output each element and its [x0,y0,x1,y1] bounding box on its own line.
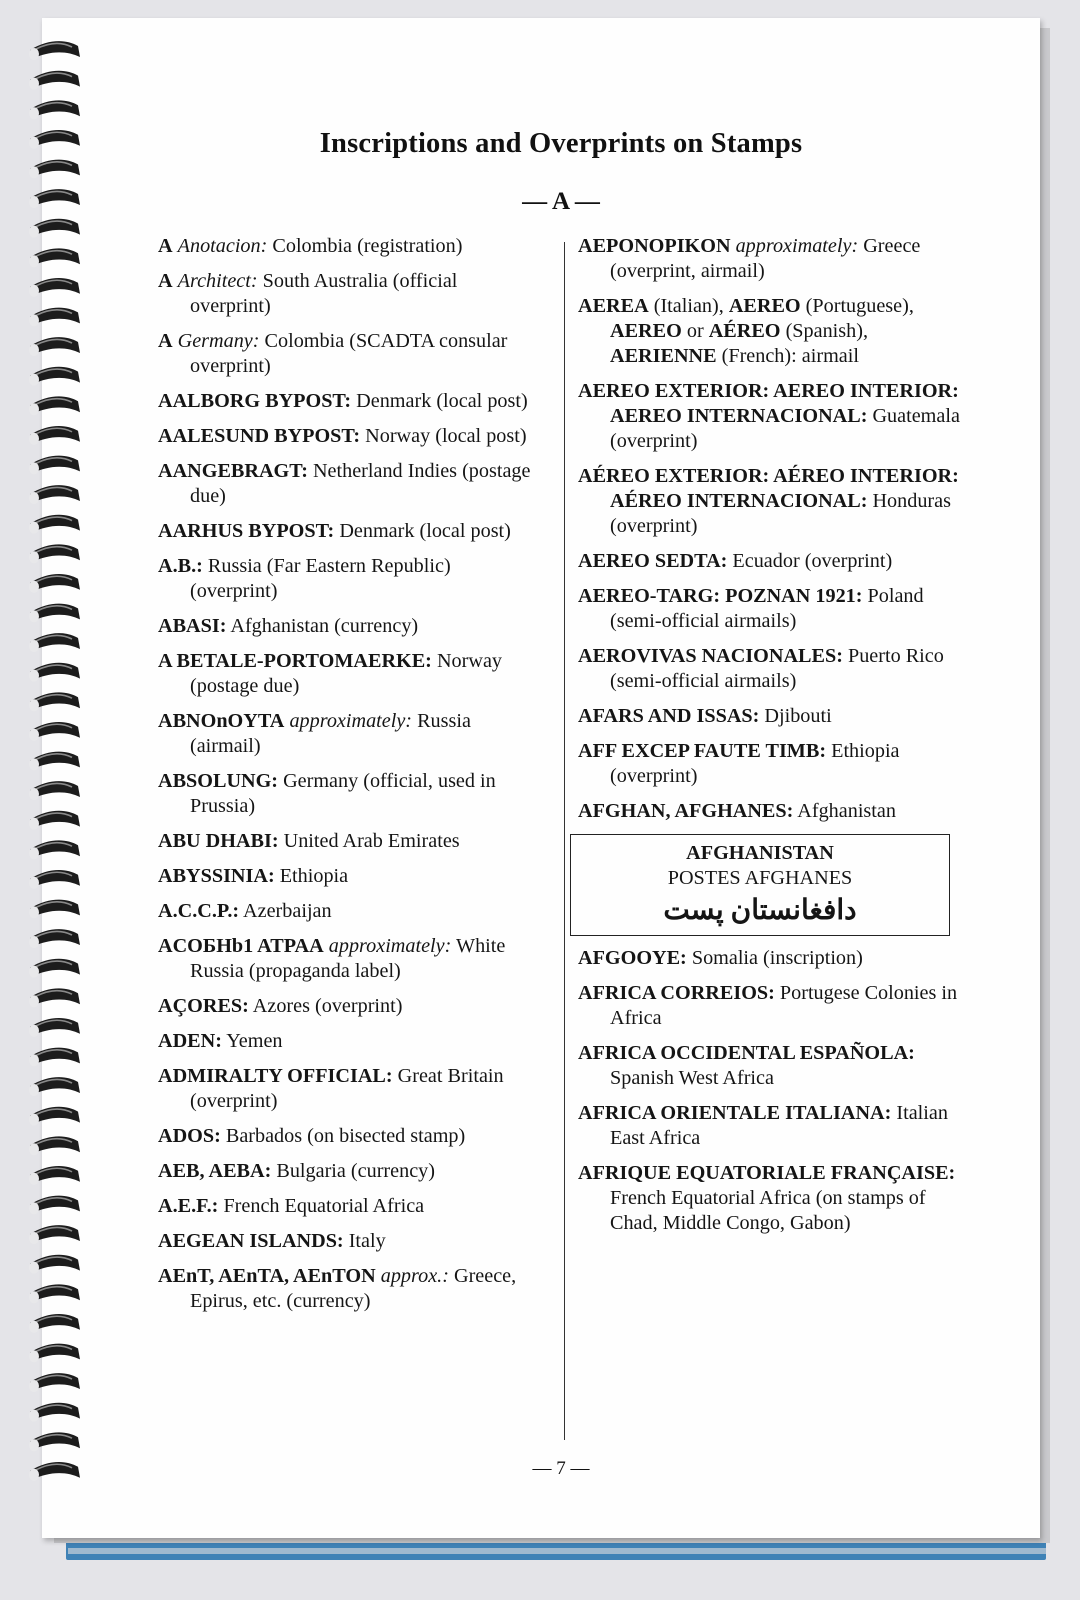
entry-term: ABYSSINIA: [158,865,275,887]
entry-qualifier: approximately: [735,235,859,257]
entry-text: Great Britain (overprint) [190,1065,504,1112]
entry-term: AEnT, AEnTA, AEnTON [158,1265,376,1287]
entry-term: AFARS AND ISSAS: [578,705,760,727]
dictionary-entry [158,1159,540,1184]
dictionary-entry [158,389,540,414]
entry-text: Denmark (local post) [351,390,528,412]
entry-term: AFF EXCEP FAUTE TIMB: [578,740,827,762]
entry-text: Poland (semi-official airmails) [610,585,924,632]
entry-term: AFRICA CORREIOS: [578,982,775,1004]
entry-text: (French): airmail [716,345,859,367]
entry-term: ADMIRALTY OFFICIAL: [158,1065,393,1087]
entry-text: French Equatorial Africa [218,1195,425,1217]
entry-term: AFGHAN, AFGHANES: [578,800,794,822]
letter-section-heading: — A — [522,188,600,215]
entry-term: AFRICA ORIENTALE ITALIANA: [578,1102,892,1124]
dictionary-entry [158,864,540,889]
dictionary-entry [158,234,540,259]
entry-term: A.C.C.P.: [158,900,240,922]
entry-text: Spanish West Africa [610,1067,774,1089]
entry-text: Greece (overprint, airmail) [610,235,921,282]
entry-text: Germany (official, used in Prussia) [190,770,496,817]
entry-term: AÉREO [708,320,781,342]
dictionary-entry [158,1264,540,1314]
column-divider [564,242,565,1440]
entry-text: Barbados (on bisected stamp) [220,1125,466,1147]
dictionary-entry [158,899,540,924]
entry-term: ACOБHb1 ATPAA [158,935,324,957]
entry-qualifier: approx.: [380,1265,449,1287]
entry-qualifier: approximately: [289,710,413,732]
right-column-bottom-entries [578,946,978,1236]
dictionary-entry [158,269,540,319]
entry-text: Colombia (registration) [267,235,463,257]
entry-term: AEPONOPIKON [578,235,731,257]
entry-term: AERIENNE [610,345,717,367]
dictionary-entry [578,644,978,694]
entry-text: Netherland Indies (postage due) [190,460,531,507]
entry-term: ADEN: [158,1030,222,1052]
entry-text: Norway (postage due) [190,650,502,697]
entry-term: AEREO [728,295,801,317]
dictionary-entry [578,464,978,539]
entry-term: AFGOOYE: [578,947,687,969]
entry-text: Greece, Epirus, etc. (currency) [190,1265,517,1312]
dictionary-entry [578,379,978,454]
dictionary-entry [158,329,540,379]
entry-term: A [158,235,173,257]
entry-text: South Australia (official overprint) [190,270,458,317]
dictionary-entry [578,584,978,634]
entry-text: Denmark (local post) [334,520,511,542]
boxed-entry-subtitle: POSTES AFGHANES [667,867,853,889]
dictionary-entry [158,709,540,759]
entry-text: Afghanistan [793,800,896,822]
dictionary-entry [578,1041,978,1091]
entry-text: United Arab Emirates [278,830,460,852]
entry-term: AEREO EXTERIOR: AEREO INTERIOR: AEREO INTERNACIONAL: [578,380,959,427]
entry-term: ABNOnOYTA [158,710,285,732]
entry-text: French Equatorial Africa (on stamps of Chad, Middle Congo, Gabon) [610,1187,926,1234]
entry-text: (Italian), [648,295,729,317]
page-title: Inscriptions and Overprints on Stamps [319,128,803,159]
entry-term: AALESUND BYPOST: [158,425,361,447]
entry-text: Italian East Africa [610,1102,948,1149]
dictionary-entry [158,519,540,544]
entry-qualifier: Anotacion: [177,235,268,257]
entry-term: AEGEAN ISLANDS: [158,1230,344,1252]
entry-term: AEREO-TARG: POZNAN 1921: [578,585,863,607]
left-column [158,234,540,1324]
entry-text: Azerbaijan [239,900,332,922]
entry-text: White Russia (propaganda label) [190,935,506,982]
entry-term: A BETALE-PORTOMAERKE: [158,650,432,672]
boxed-entry-arabic-inscription: دافغانستان پست [663,895,857,926]
dictionary-entry [578,1101,978,1151]
entry-term: AFRICA OCCIDENTAL ESPAÑOLA: [578,1042,915,1064]
entry-term: ADOS: [158,1125,221,1147]
entry-term: AARHUS BYPOST: [158,520,335,542]
entry-term: AEB, AEBA: [158,1160,272,1182]
right-column-top-entries [578,234,978,824]
dictionary-entry [158,829,540,854]
entry-text: Djibouti [759,705,832,727]
entry-text: Portugese Colonies in Africa [610,982,958,1029]
entry-text: Honduras (overprint) [610,490,951,537]
entry-text: Bulgaria (currency) [271,1160,435,1182]
entry-text: Somalia (inscription) [686,947,863,969]
page-stack-edge-lower [68,1548,1046,1554]
entry-qualifier: Germany: [177,330,260,352]
entry-text: (Portuguese), [800,295,914,317]
entry-term: ABU DHABI: [158,830,279,852]
entry-text: Guatemala (overprint) [610,405,960,452]
boxed-entry-title: AFGHANISTAN [686,842,834,864]
dictionary-entry [158,649,540,699]
dictionary-entry [158,459,540,509]
entry-text: Azores (overprint) [248,995,403,1017]
entry-text: Russia (Far Eastern Republic) (overprint) [190,555,451,602]
dictionary-entry [158,934,540,984]
dictionary-entry [158,1064,540,1114]
entry-term: AFRIQUE EQUATORIALE FRANÇAISE: [578,1162,956,1184]
dictionary-entry [578,704,978,729]
dictionary-entry [158,554,540,604]
entry-term: AEREO SEDTA: [578,550,728,572]
dictionary-entry [158,1229,540,1254]
entry-term: AEREA [578,295,649,317]
dictionary-entry [158,614,540,639]
dictionary-entry [158,424,540,449]
entry-text: or [681,320,709,342]
dictionary-entry [158,994,540,1019]
entry-term: A.E.F.: [158,1195,219,1217]
dictionary-entry [578,549,978,574]
entry-term: AALBORG BYPOST: [158,390,352,412]
entry-term: A [158,330,173,352]
dictionary-entry [578,234,978,284]
dictionary-entry [578,946,978,971]
entry-term: ABSOLUNG: [158,770,279,792]
entry-text: Puerto Rico (semi-official airmails) [610,645,944,692]
page-number: — 7 — [532,1458,590,1479]
entry-term: AÇORES: [158,995,249,1017]
entry-text: Ethiopia [274,865,349,887]
entry-qualifier: approximately: [328,935,452,957]
entry-term: AANGEBRAGT: [158,460,308,482]
right-column [578,234,978,1246]
entry-text: Russia (airmail) [190,710,471,757]
entry-text: (Spanish), [780,320,868,342]
entry-term: A [158,270,173,292]
afghanistan-boxed-entry [570,834,950,936]
entry-text: Colombia (SCADTA consular overprint) [190,330,508,377]
entry-term: A.B.: [158,555,203,577]
dictionary-entry [578,739,978,789]
entry-text: Norway (local post) [360,425,527,447]
entry-term: AEROVIVAS NACIONALES: [578,645,843,667]
dictionary-entry [158,1194,540,1219]
entry-text: Afghanistan (currency) [226,615,419,637]
entry-text: Ethiopia (overprint) [610,740,900,787]
dictionary-entry [578,799,978,824]
entry-text: Yemen [221,1030,283,1052]
entry-text: Ecuador (overprint) [727,550,893,572]
dictionary-entry [578,294,978,369]
entry-text: Italy [343,1230,386,1252]
dictionary-entry [578,981,978,1031]
entry-term: AEREO [610,320,682,342]
dictionary-entry [158,1029,540,1054]
entry-term: ABASI: [158,615,227,637]
dictionary-entry [158,769,540,819]
dictionary-entry [158,1124,540,1149]
entry-qualifier: Architect: [177,270,258,292]
dictionary-entry [578,1161,978,1236]
entry-term: AÉREO EXTERIOR: AÉREO INTERIOR: AÉREO INTERNACIONAL: [578,465,959,512]
